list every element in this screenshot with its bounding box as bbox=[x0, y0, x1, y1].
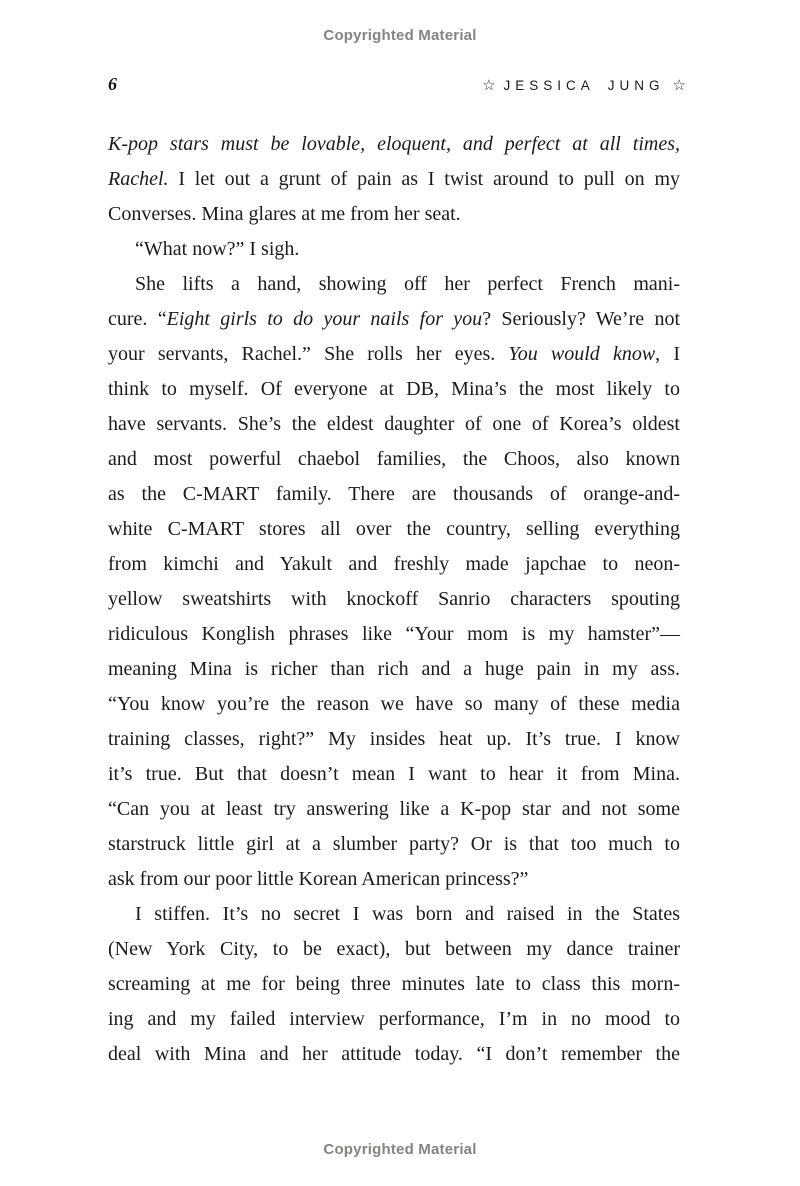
body-text bbox=[108, 127, 680, 1072]
body-line-text: deal with Mina and her attitude today. “I don’t remember the bbox=[108, 1043, 680, 1065]
body-line bbox=[108, 477, 680, 512]
body-line bbox=[108, 652, 680, 687]
body-line-text: starstruck little girl at a slumber party? Or is that too much to bbox=[108, 833, 680, 855]
body-line bbox=[108, 512, 680, 547]
body-line-text: “Can you at least try answering like a K-pop star and not some bbox=[108, 798, 680, 820]
body-line-text: white C-MART stores all over the country, selling everything bbox=[108, 518, 680, 540]
body-line bbox=[108, 1002, 680, 1037]
body-line-text: cure. “Eight girls to do your nails for you? Seriously? We’re not bbox=[108, 308, 680, 330]
body-line bbox=[108, 302, 680, 337]
body-line-text: your servants, Rachel.” She rolls her eyes. You would know, I bbox=[108, 343, 681, 365]
body-line-text: think to myself. Of everyone at DB, Mina’s the most likely to bbox=[108, 378, 680, 400]
star-icon: ☆ bbox=[672, 76, 686, 94]
body-line bbox=[108, 722, 680, 757]
body-line bbox=[108, 862, 680, 897]
body-line bbox=[108, 372, 680, 407]
body-line bbox=[108, 897, 680, 932]
star-icon: ☆ bbox=[482, 76, 496, 94]
body-line bbox=[108, 617, 680, 652]
body-line bbox=[108, 932, 680, 967]
copyright-notice-bottom: Copyrighted Material bbox=[323, 1141, 477, 1158]
body-line bbox=[108, 582, 680, 617]
body-line bbox=[108, 232, 680, 267]
running-title bbox=[482, 76, 686, 94]
body-line bbox=[108, 127, 680, 162]
body-line bbox=[108, 442, 680, 477]
body-line-text: from kimchi and Yakult and freshly made japchae to neon- bbox=[108, 553, 680, 575]
body-line-text: meaning Mina is richer than rich and a huge pain in my ass. bbox=[108, 658, 680, 680]
copyright-notice-top: Copyrighted Material bbox=[323, 27, 477, 44]
running-title-text: JESSICA JUNG bbox=[503, 78, 665, 93]
body-line-text: it’s true. But that doesn’t mean I want to hear it from Mina. bbox=[108, 763, 680, 785]
body-line bbox=[108, 547, 680, 582]
body-line-text: screaming at me for being three minutes late to class this morn- bbox=[108, 973, 680, 995]
body-line bbox=[108, 687, 680, 722]
body-line-text: training classes, right?” My insides heat up. It’s true. I know bbox=[108, 728, 680, 750]
body-line-text: as the C-MART family. There are thousands of orange-and- bbox=[108, 483, 680, 505]
body-line-text: I stiffen. It’s no secret I was born and raised in the States bbox=[135, 903, 680, 925]
body-line bbox=[108, 1037, 680, 1072]
body-line-text: Converses. Mina glares at me from her seat. bbox=[108, 203, 461, 225]
body-line-text: She lifts a hand, showing off her perfect French mani- bbox=[135, 273, 680, 295]
body-line-text: have servants. She’s the eldest daughter of one of Korea’s oldest bbox=[108, 413, 680, 435]
body-line-text: and most powerful chaebol families, the Choos, also known bbox=[108, 448, 680, 470]
body-line-text: ridiculous Konglish phrases like “Your mom is my hamster”— bbox=[108, 623, 680, 645]
body-line-text: “What now?” I sigh. bbox=[135, 238, 300, 260]
body-line bbox=[108, 967, 680, 1002]
body-line-text: yellow sweatshirts with knockoff Sanrio characters spouting bbox=[108, 588, 680, 610]
body-line bbox=[108, 407, 680, 442]
body-line-text: Rachel. I let out a grunt of pain as I twist around to pull on my bbox=[108, 168, 680, 190]
body-line-text: ing and my failed interview performance, I’m in no mood to bbox=[108, 1008, 680, 1030]
body-line bbox=[108, 757, 680, 792]
body-line bbox=[108, 162, 680, 197]
body-line-text: “You know you’re the reason we have so many of these media bbox=[108, 693, 680, 715]
body-line-text: ask from our poor little Korean American princess?” bbox=[108, 868, 529, 890]
body-line bbox=[108, 337, 680, 372]
body-line bbox=[108, 197, 680, 232]
body-line-text: (New York City, to be exact), but between my dance trainer bbox=[108, 938, 680, 960]
page-number: 6 bbox=[108, 74, 117, 94]
body-line bbox=[108, 827, 680, 862]
body-line-text: K-pop stars must be lovable, eloquent, and perfect at all times, bbox=[108, 133, 680, 155]
page-header bbox=[108, 74, 686, 95]
body-line bbox=[108, 792, 680, 827]
body-line bbox=[108, 267, 680, 302]
